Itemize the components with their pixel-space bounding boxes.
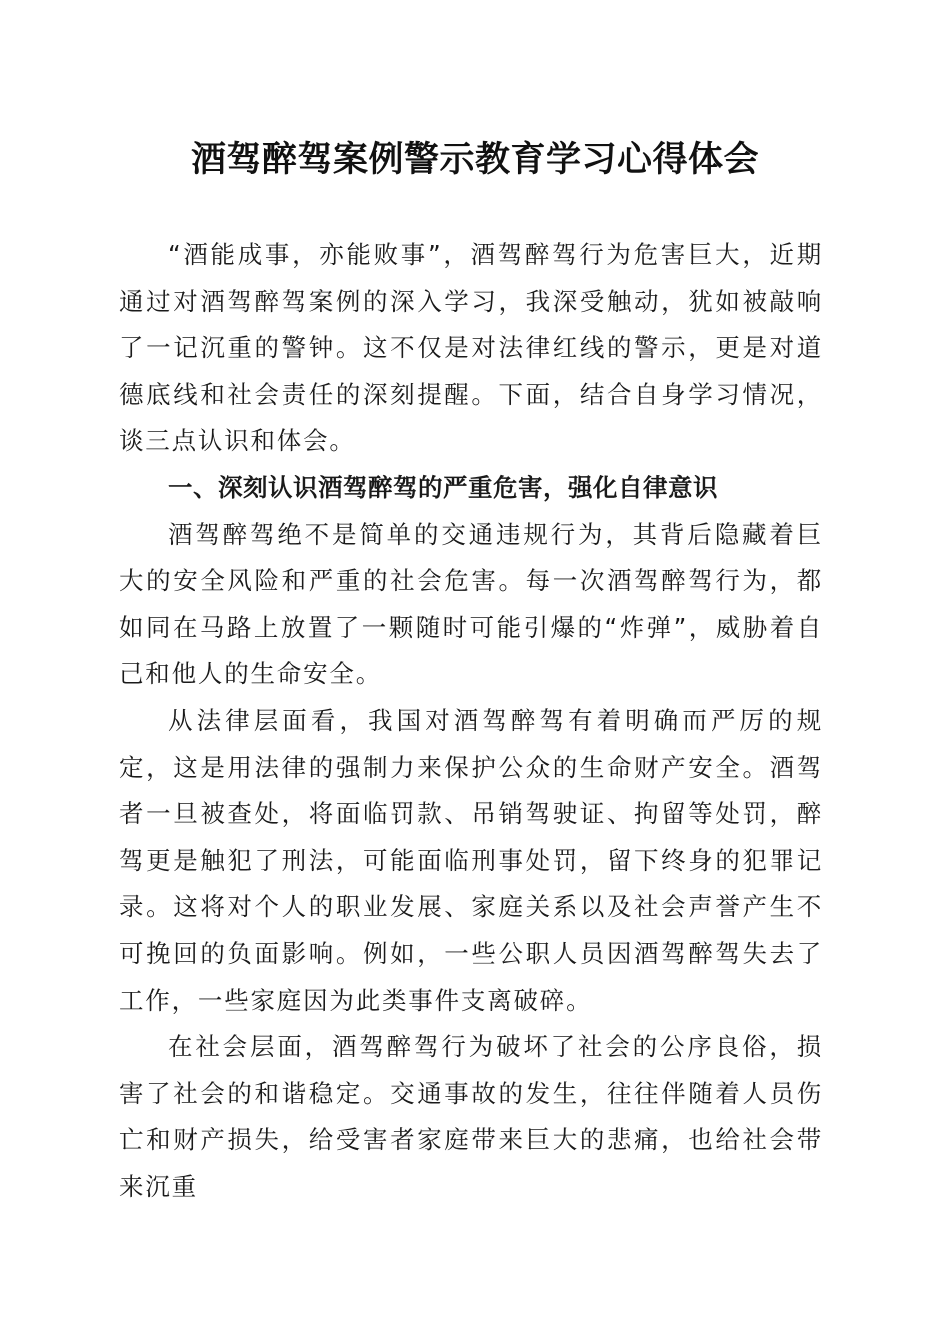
section-heading-1: 一、深刻认识酒驾醉驾的严重危害，强化自律意识 — [168, 472, 718, 502]
document-body — [119, 232, 823, 1210]
section1-paragraph-3: 在社会层面，酒驾醉驾行为破坏了社会的公序良俗，损害了社会的和谐稳定。交通事故的发生，往往伴随着人员伤亡和财产损失，给受害者家庭带来巨大的悲痛，也给社会带来沉重 — [119, 1032, 823, 1201]
document-title: 酒驾醉驾案例警示教育学习心得体会 — [190, 139, 759, 180]
section1-paragraph-2: 从法律层面看，我国对酒驾醉驾有着明确而严厉的规定，这是用法律的强制力来保护公众的生命财产安全。酒驾者一旦被查处，将面临罚款、吊销驾驶证、拘留等处罚，醉驾更是触犯了刑法，可能面临刑事处罚，留下终身的犯罪记录。这将对个人的职业发展、家庭关系以及社会声誉产生不可挽回的负面影响。例如，一些公职人员因酒驾醉驾失去了工作，一些家庭因为此类事件支离破碎。 — [119, 705, 823, 1015]
section1-paragraph-1: 酒驾醉驾绝不是简单的交通违规行为，其背后隐藏着巨大的安全风险和严重的社会危害。每一次酒驾醉驾行为，都如同在马路上放置了一颗随时可能引爆的“炸弹”，威胁着自己和他人的生命安全。 — [119, 519, 823, 689]
intro-paragraph: “酒能成事，亦能败事”，酒驾醉驾行为危害巨大，近期通过对酒驾醉驾案例的深入学习，我深受触动，犹如被敲响了一记沉重的警钟。这不仅是对法律红线的警示，更是对道德底线和社会责任的深刻提醒。下面，结合自身学习情况，谈三点认识和体会。 — [119, 240, 823, 456]
